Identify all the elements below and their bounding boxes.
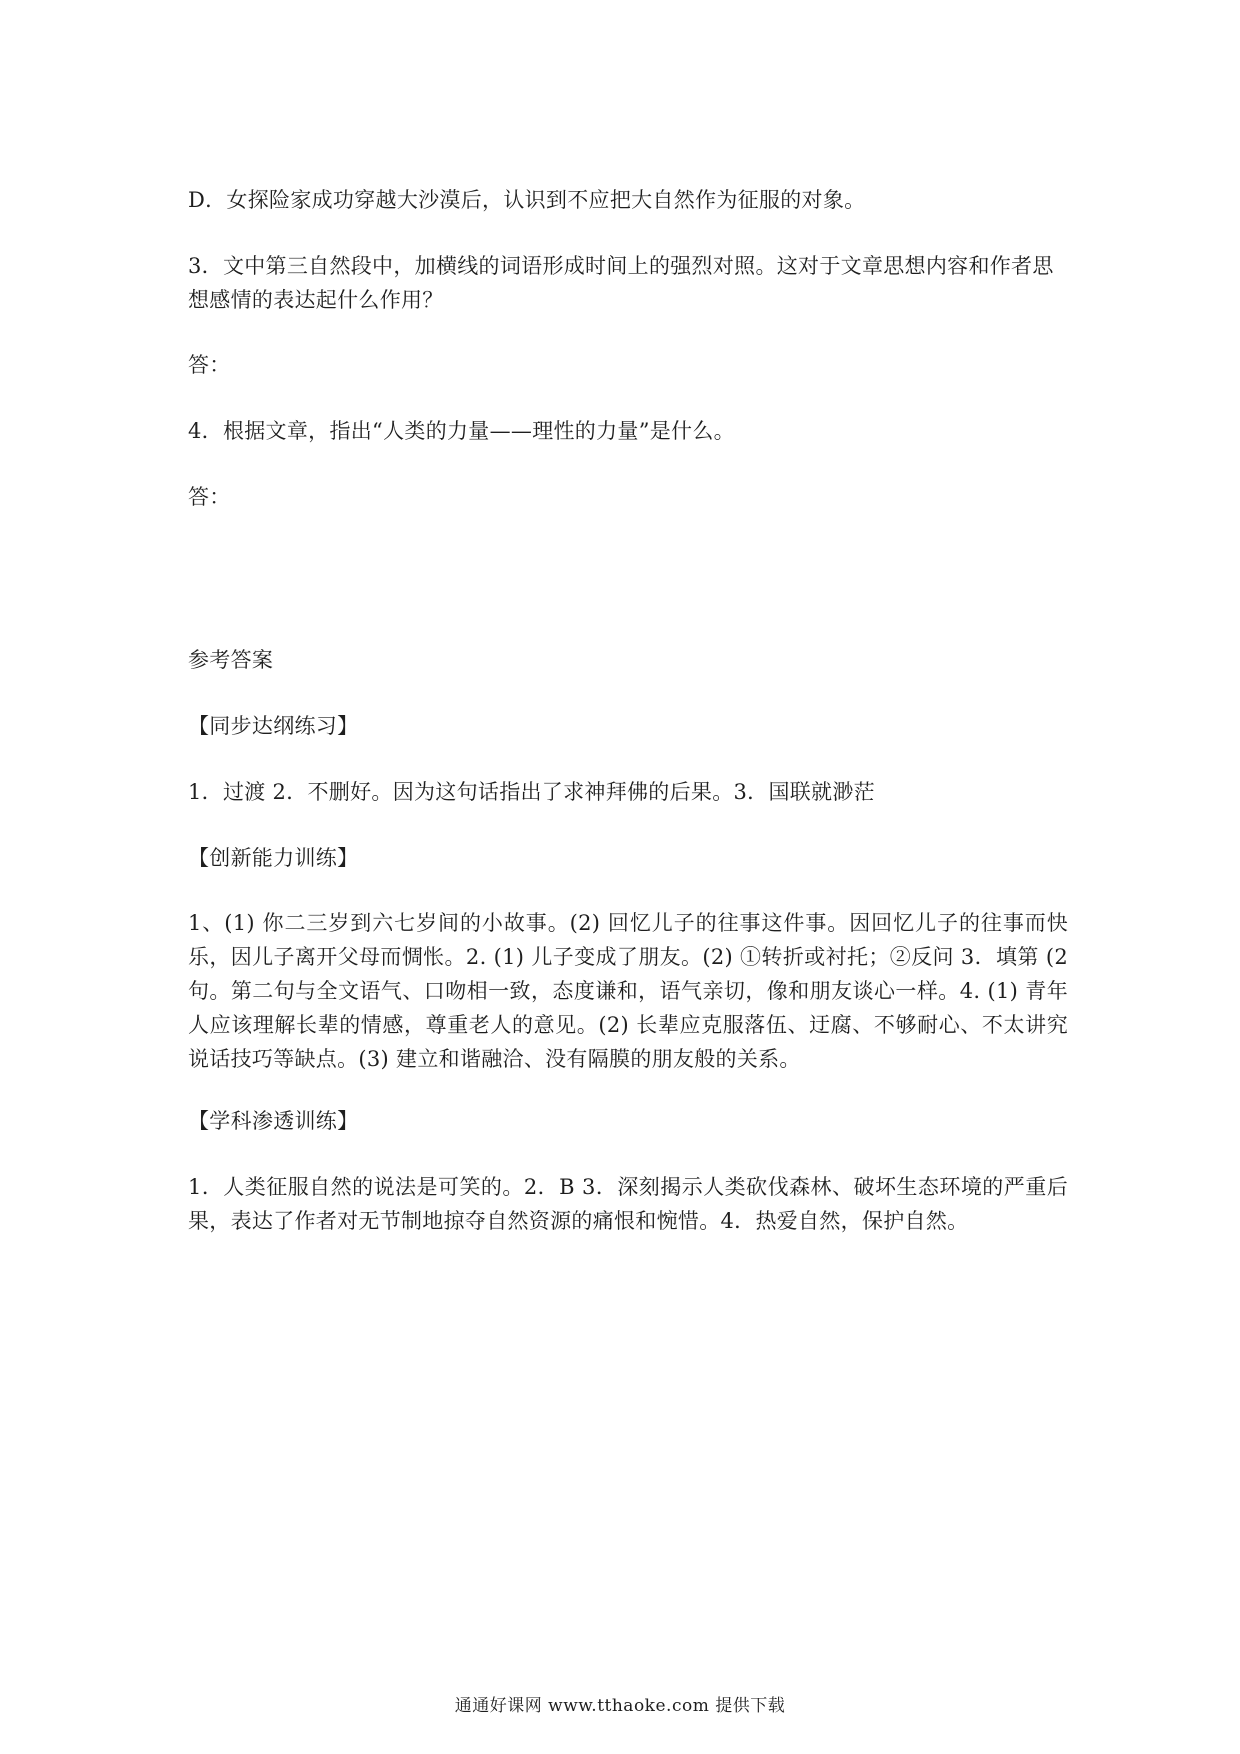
- section-heading-sync: 【同步达纲练习】: [188, 714, 359, 738]
- section-heading-innovation: 【创新能力训练】: [188, 846, 359, 870]
- section-body-interdisciplinary: 1．人类征服自然的说法是可笑的。2．B 3．深刻揭示人类砍伐森林、破坏生态环境的严重后果，表达了作者对无节制地掠夺自然资源的痛恨和惋惜。4．热爱自然，保护自然。: [188, 1175, 1068, 1233]
- question-4-answer: 答：: [188, 485, 231, 509]
- answers-title: 参考答案: [188, 648, 274, 672]
- section-body-sync: 1．过渡 2．不删好。因为这句话指出了求神拜佛的后果。3．国联就渺茫: [188, 780, 875, 804]
- section-heading-interdisciplinary: 【学科渗透训练】: [188, 1109, 359, 1133]
- question-4: 4．根据文章，指出“人类的力量——理性的力量”是什么。: [188, 419, 735, 443]
- page-footer: 通通好课网 www.tthaoke.com 提供下载: [454, 1696, 786, 1716]
- section-body-innovation: 1、(1) 你二三岁到六七岁间的小故事。(2) 回忆儿子的往事这件事。因回忆儿子的往事而快乐，因儿子离开父母而惆怅。2. (1) 儿子变成了朋友。(2) ①转折或衬托；②反问 3．填第 (2 句。第二句与全文语气、口吻相一致，态度谦和，语气亲切，像和朋友谈心一样。4. (1) 青年人应该理解长辈的情感，尊重老人的意见。(2) 长辈应克服落伍、迂腐、不够耐心、不太讲究说话技巧等缺点。(3) 建立和谐融洽、没有隔膜的朋友般的关系。: [188, 911, 1068, 1071]
- question-3: 3．文中第三自然段中，加横线的词语形成时间上的强烈对照。这对于文章思想内容和作者思想感情的表达起什么作用？: [188, 254, 1054, 312]
- question-3-answer: 答：: [188, 353, 231, 377]
- question-option-d: D．女探险家成功穿越大沙漠后，认识到不应把大自然作为征服的对象。: [188, 188, 866, 212]
